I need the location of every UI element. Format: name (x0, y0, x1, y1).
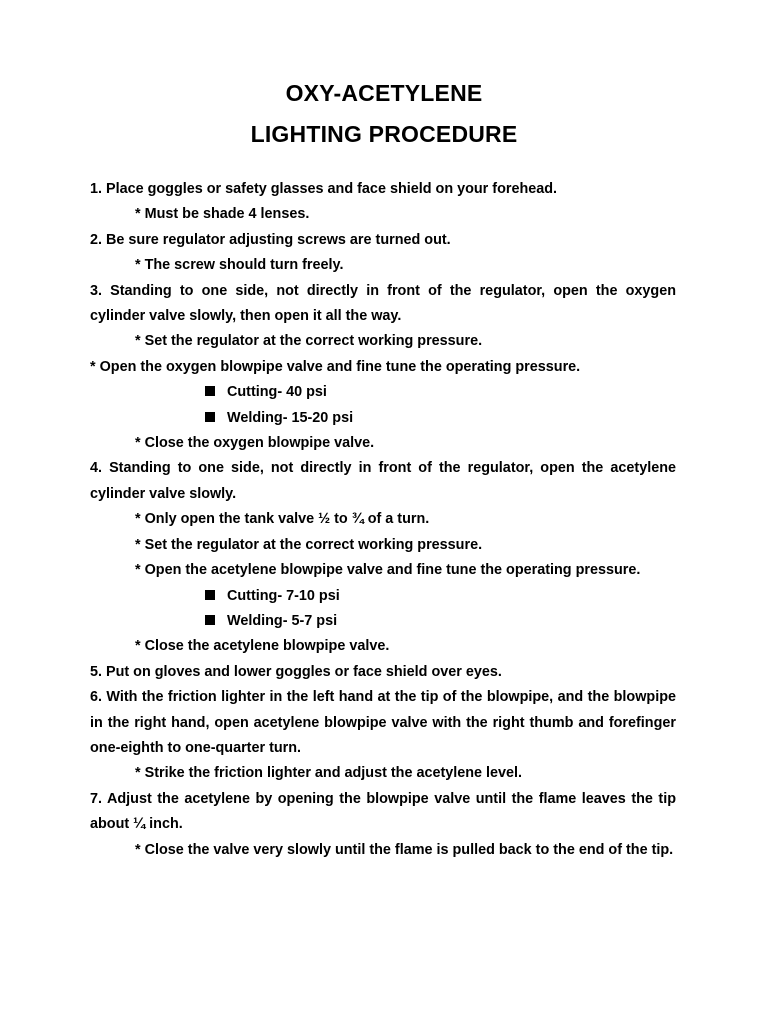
square-bullet-icon (205, 386, 215, 396)
square-bullet-icon (205, 590, 215, 600)
step-4-note-4: * Close the acetylene blowpipe valve. (135, 638, 390, 655)
step-6: 6. With the friction lighter in the left hand at the tip of the blowpipe, and the blowpipe in the right hand, open acetylene blowpipe valve with the right thumb and forefinger one-eighth to one-quarter turn. (90, 689, 676, 756)
step-2-note: * The screw should turn freely. (135, 257, 344, 274)
step-4-note-2: * Set the regulator at the correct working pressure. (135, 536, 483, 553)
square-bullet-icon (205, 615, 215, 625)
step-5: 5. Put on gloves and lower goggles or face shield over eyes. (90, 663, 502, 680)
step-7: 7. Adjust the acetylene by opening the blowpipe valve until the flame leaves the tip about ¼ inch. (90, 790, 676, 833)
step-7-note: * Close the valve very slowly until the flame is pulled back to the end of the tip. (135, 841, 674, 858)
bullet-text: Cutting- 40 psi (227, 384, 327, 401)
step-2: 2. Be sure regulator adjusting screws are turned out. (90, 231, 451, 248)
step-4-note-3: * Open the acetylene blowpipe valve and fine tune the operating pressure. (135, 562, 641, 579)
step-3-note-3: * Close the oxygen blowpipe valve. (135, 435, 375, 452)
bullet-text: Welding- 5-7 psi (227, 612, 338, 629)
step-3-bullet-2 (90, 406, 676, 431)
step-3-bullet-1 (90, 380, 676, 405)
square-bullet-icon (205, 412, 215, 422)
step-4: 4. Standing to one side, not directly in front of the regulator, open the acetylene cylinder valve slowly. (90, 460, 676, 502)
bullet-text: Cutting- 7-10 psi (227, 587, 340, 604)
step-3: 3. Standing to one side, not directly in front of the regulator, open the oxygen cylinder valve slowly, then open it all the way. (90, 282, 676, 325)
step-4-bullet-1 (90, 584, 676, 609)
bullet-text: Welding- 15-20 psi (227, 409, 354, 426)
procedure-steps (90, 177, 676, 863)
step-4-note-1: * Only open the tank valve ½ to ¾ of a turn. (135, 511, 430, 528)
step-4-bullet-2 (90, 609, 676, 634)
step-1: 1. Place goggles or safety glasses and face shield on your forehead. (90, 181, 558, 197)
step-6-note: * Strike the friction lighter and adjust the acetylene level. (135, 765, 523, 782)
step-3-note-1: * Set the regulator at the correct working pressure. (135, 333, 483, 350)
step-1-note: * Must be shade 4 lenses. (135, 206, 310, 223)
title-line-1: OXY-ACETYLENE (285, 80, 483, 106)
title-line-2: LIGHTING PROCEDURE (250, 121, 518, 147)
step-3-note-2: * Open the oxygen blowpipe valve and fine tune the operating pressure. (90, 358, 581, 375)
